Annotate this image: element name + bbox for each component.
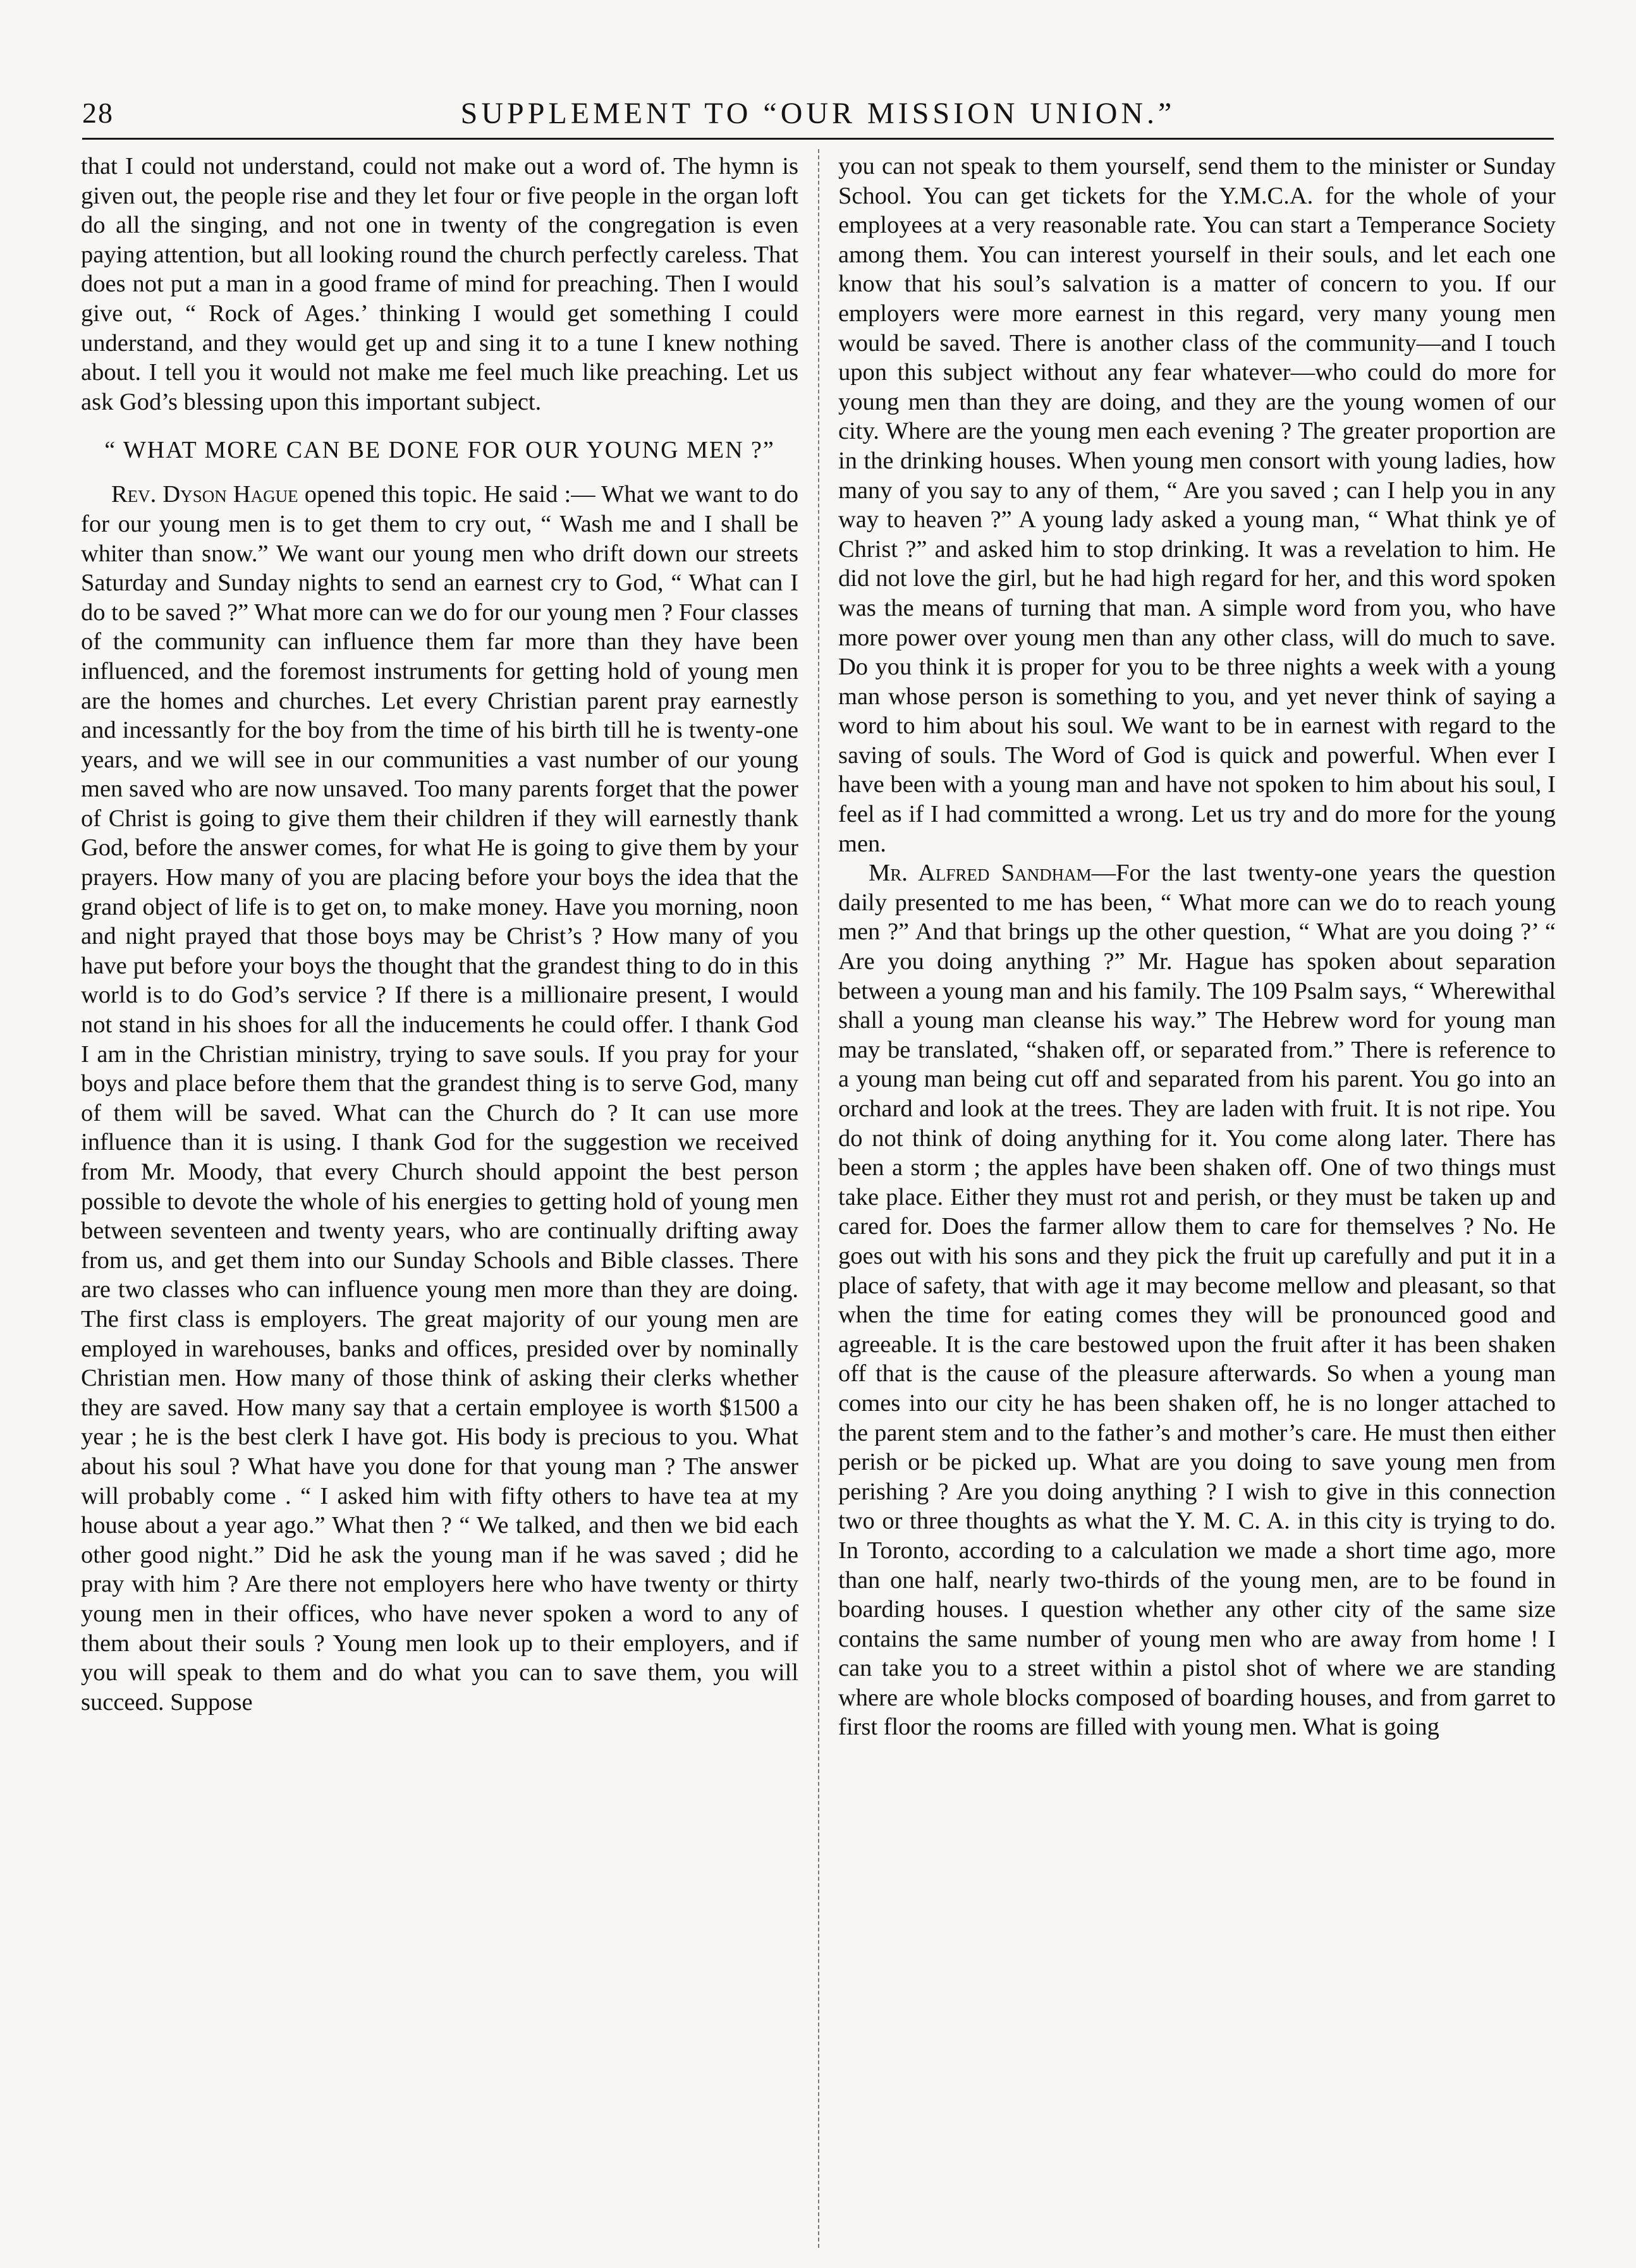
- left-paragraph-2: [81, 480, 798, 1717]
- left-column: [81, 152, 798, 2250]
- column-divider: [818, 149, 819, 2248]
- right-paragraph-1: you can not speak to them yourself, send them to the minister or Sunday School. You can get tickets for the Y.M.C.A. for the whole of your employees at a very reasonable rate. You can start a Temperance Society among them. You can interest yourself in their souls, and let each one know that his soul’s salvation is a matter of concern to you. If our employers were more earnest in this regard, very many young men would be saved. There is another class of the community—and I touch upon this subject without any fear whatever—who could do more for young men than they are doing, and they are the young women of our city. Where are the young men each evening ? The greater proportion are in the drinking houses. When young men consort with young ladies, how many of you say to any of them, “ Are you saved ; can I help you in any way to heaven ?” A young lady asked a young man, “ What think ye of Christ ?” and asked him to stop drinking. It was a revelation to him. He did not love the girl, but he had high regard for her, and this word spoken was the means of turning that man. A simple word from you, who have more power over young men than any other class, will do much to save. Do you think it is proper for you to be three nights a week with a young man whose person is something to you, and yet never think of saying a word to him about his soul. We want to be in earnest with regard to the saving of souls. The Word of God is quick and powerful. When ever I have been with a young man and have not spoken to him about his soul, I feel as if I had committed a wrong. Let us try and do more for the young men.: [838, 153, 1556, 857]
- speaker-name-hague: Rev. Dyson Hague: [111, 481, 298, 508]
- page-number: 28: [82, 97, 114, 129]
- sandham-speech-text: —For the last twenty-one years the question daily presented to me has been, “ What more can we do to reach young men ?” And that brings up the other question, “ What are you doing ?’ “ Are you doing anything ?” Mr. Hague has spoken about separation between a young man and his family. The 109 Psalm says, “ Wherewithal shall a young man cleanse his way.” The Hebrew word for young man may be translated, “shaken off, or separated from.” There is reference to a young man being cut off and separated from his parent. You go into an orchard and look at the trees. They are laden with fruit. It is not ripe. You do not think of doing anything for it. You come along later. There has been a storm ; the apples have been shaken off. One of two things must take place. Either they must rot and perish, or they must be taken up and cared for. Does the farmer allow them to care for themselves ? No. He goes out with his sons and they pick the fruit up carefully and put it in a place of safety, that with age it may become mellow and pleasant, so that when the time for eating comes they will be pronounced good and agreeable. It is the care bestowed upon the fruit after it has been shaken off that is the cause of the pleasure afterwards. So when a young man comes into our city he has been shaken off, he is no longer attached to the parent stem and to the father’s and mother’s care. He must then either perish or be picked up. What are you doing to save young men from perishing ? Are you doing anything ? I wish to give in this connection two or three thoughts as what the Y. M. C. A. in this city is trying to do. In Toronto, according to a calculation we made a short time ago, more than one half, nearly two-thirds of the young men, are to be found in boarding houses. I question whether any other city of the same size contains the same number of young men who are away from home ! I can take you to a street within a pistol shot of where we are standing where are whole blocks composed of boarding houses, and from garret to first floor the rooms are filled with young men. What is going: [838, 860, 1556, 1741]
- right-column: [838, 152, 1556, 2250]
- right-paragraph-2: [838, 858, 1556, 1742]
- section-heading: “ WHAT MORE CAN BE DONE FOR OUR YOUNG MEN ?”: [104, 437, 775, 464]
- page-header: [82, 94, 1554, 140]
- left-paragraph-1: that I could not understand, could not make out a word of. The hymn is given out, the people rise and they let four or five people in the organ loft do all the singing, and not one in twenty of the congregation is even paying attention, but all looking round the church perfectly careless. That does not put a man in a good frame of mind for preaching. Then I would give out, “ Rock of Ages.’ thinking I would get something I could understand, and they would get up and sing it to a tune I knew nothing about. I tell you it would not make me feel much like preaching. Let us ask God’s blessing upon this important subject.: [81, 153, 798, 415]
- running-title: SUPPLEMENT TO “OUR MISSION UNION.”: [460, 97, 1176, 130]
- hague-speech-text: opened this topic. He said :— What we want to do for our young men is to get them to cry out, “ Wash me and I shall be whiter than snow.” We want our young men who drift down our streets Saturday and Sunday nights to send an earnest cry to God, “ What can I do to be saved ?” What more can we do for our young men ? Four classes of the community can influence them far more than they have been influenced, and the foremost instruments for getting hold of young men are the homes and churches. Let every Christian parent pray earnestly and incessantly for the boy from the time of his birth till he is twenty-one years, and we will see in our communities a vast number of our young men saved who are now unsaved. Too many parents forget that the power of Christ is going to give them their children if they will earnestly thank God, before the answer comes, for what He is going to give them by your prayers. How many of you are placing before your boys the idea that the grand object of life is to get on, to make money. Have you morning, noon and night prayed that those boys may be Christ’s ? How many of you have put before your boys the thought that the grandest thing to do in this world is to do God’s service ? If there is a millionaire present, I would not stand in his shoes for all the inducements he could offer. I thank God I am in the Christian ministry, trying to save souls. If you pray for your boys and place before them that the grandest thing is to serve God, many of them will be saved. What can the Church do ? It can use more influence than it is using. I thank God for the suggestion we received from Mr. Moody, that every Church should appoint the best person possible to devote the whole of his energies to getting hold of young men between seventeen and twenty years, who are continually drifting away from us, and get them into our Sunday Schools and Bible classes. There are two classes who can influence young men more than they are doing. The first class is employers. The great majority of our young men are employed in warehouses, banks and offices, presided over by nominally Christian men. How many of those think of asking their clerks whether they are saved. How many say that a certain employee is worth $1500 a year ; he is the best clerk I have got. His body is precious to you. What about his soul ? What have you done for that young man ? The answer will probably come . “ I asked him with fifty others to have tea at my house about a year ago.” What then ? “ We talked, and then we bid each other good night.” Did he ask the young man if he was saved ; did he pray with him ? Are there not employers here who have twenty or thirty young men in their offices, who have never spoken a word to any of them about their souls ? Young men look up to their employers, and if you will speak to them and do what you can to save them, you will succeed. Suppose: [81, 481, 798, 1716]
- speaker-name-sandham: Mr. Alfred Sandham: [869, 860, 1092, 887]
